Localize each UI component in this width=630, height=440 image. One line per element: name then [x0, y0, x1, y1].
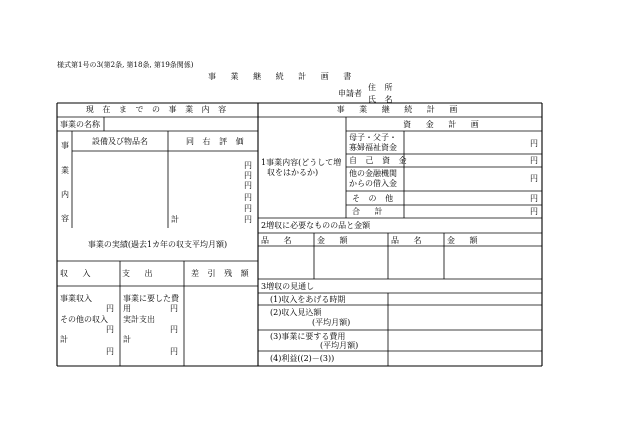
fund-row-other: そ の 他 [352, 194, 397, 203]
outlook-profit: (4)利益((2)－(3)) [270, 354, 335, 363]
yen-unit: 円 [106, 325, 114, 334]
item-name-header: 品 名 [261, 236, 298, 245]
income-total-label: 計 [60, 335, 68, 344]
address-label: 住 所 [368, 83, 396, 92]
outlook-income-sub: (平均月額) [312, 318, 351, 327]
item3-label: 3増収の見通し [261, 282, 315, 291]
yen-unit: 円 [530, 207, 538, 216]
content-label-char-4: 容 [61, 214, 69, 223]
fund-row-welfare: 母子・父子・ [349, 133, 397, 142]
living-expense-label: 実計支出 [123, 315, 155, 324]
fund-row-total: 合 計 [352, 207, 389, 216]
yen-unit: 円 [170, 347, 178, 356]
form-number: 様式第1号の3(第2条, 第18条, 第19条関係) [57, 61, 194, 69]
outlook-cost: (3)事業に要する費用 [270, 332, 346, 341]
other-income-label: その他の収入 [60, 315, 108, 324]
amount-header-b: 金 額 [447, 236, 484, 245]
item1-label-2: 収をはかるか) [267, 168, 319, 177]
income-header-a: 収 入 [60, 269, 97, 278]
expense-header: 支 出 [122, 269, 159, 278]
balance-header: 差 引 残 額 [191, 269, 252, 278]
content-label-char-2: 業 [61, 166, 69, 175]
yen-unit: 円 [244, 193, 252, 202]
outlook-income: (2)収入見込額 [270, 308, 322, 317]
business-name-label: 事業の名称 [60, 120, 100, 129]
expense-total-label: 計 [123, 335, 131, 344]
yen-unit: 円 [244, 215, 252, 224]
yen-unit: 円 [530, 194, 538, 203]
yen-unit: 円 [244, 204, 252, 213]
valuation-header: 同 右 評 価 [186, 137, 247, 146]
fund-row-welfare-2: 寡婦福祉資金 [349, 143, 397, 152]
total-label: 計 [171, 215, 179, 224]
fund-row-loan: 他の金融機関 [349, 169, 397, 178]
yen-unit: 円 [170, 304, 178, 313]
content-label-char-1: 事 [61, 141, 69, 150]
item1-label: 1事業内容(どうして増 [261, 158, 342, 167]
yen-unit: 円 [530, 156, 538, 165]
business-expense-label-2: 用 [123, 304, 131, 313]
item-name-header-b: 品 名 [391, 236, 428, 245]
business-income-label: 事業収入 [60, 294, 92, 303]
yen-unit: 円 [106, 304, 114, 313]
content-label-char-3: 内 [61, 190, 69, 199]
amount-header: 金 額 [317, 236, 354, 245]
funds-plan-header: 資 金 計 画 [403, 120, 485, 129]
business-expense-label: 事業に要した費 [123, 294, 179, 303]
outlook-timing: (1)収入をあげる時期 [270, 295, 346, 304]
applicant-label: 申請者 [338, 89, 362, 98]
equipment-header: 設備及び物品名 [92, 137, 148, 146]
yen-unit: 円 [530, 139, 538, 148]
yen-unit: 円 [170, 325, 178, 334]
yen-unit: 円 [530, 174, 538, 183]
name-label: 氏 名 [368, 95, 396, 104]
yen-unit: 円 [244, 181, 252, 190]
current-business-header: 現 在 ま で の 事 業 内 容 [85, 105, 230, 114]
yen-unit: 円 [244, 171, 252, 180]
continuation-plan-header: 事 業 継 続 計 画 [336, 105, 464, 114]
fund-row-own: 自 己 資 金 [349, 156, 410, 165]
yen-unit: 円 [106, 347, 114, 356]
yen-unit: 円 [244, 161, 252, 170]
item2-label: 2増収に必要なものの品と金額 [261, 221, 371, 230]
document-title: 事 業 継 続 計 画 書 [208, 72, 358, 81]
business-results-title: 事業の実績(過去1カ年の収支平均月額) [87, 240, 228, 249]
outlook-cost-sub: (平均月額) [320, 341, 359, 350]
fund-row-loan-2: からの借入金 [349, 179, 397, 188]
